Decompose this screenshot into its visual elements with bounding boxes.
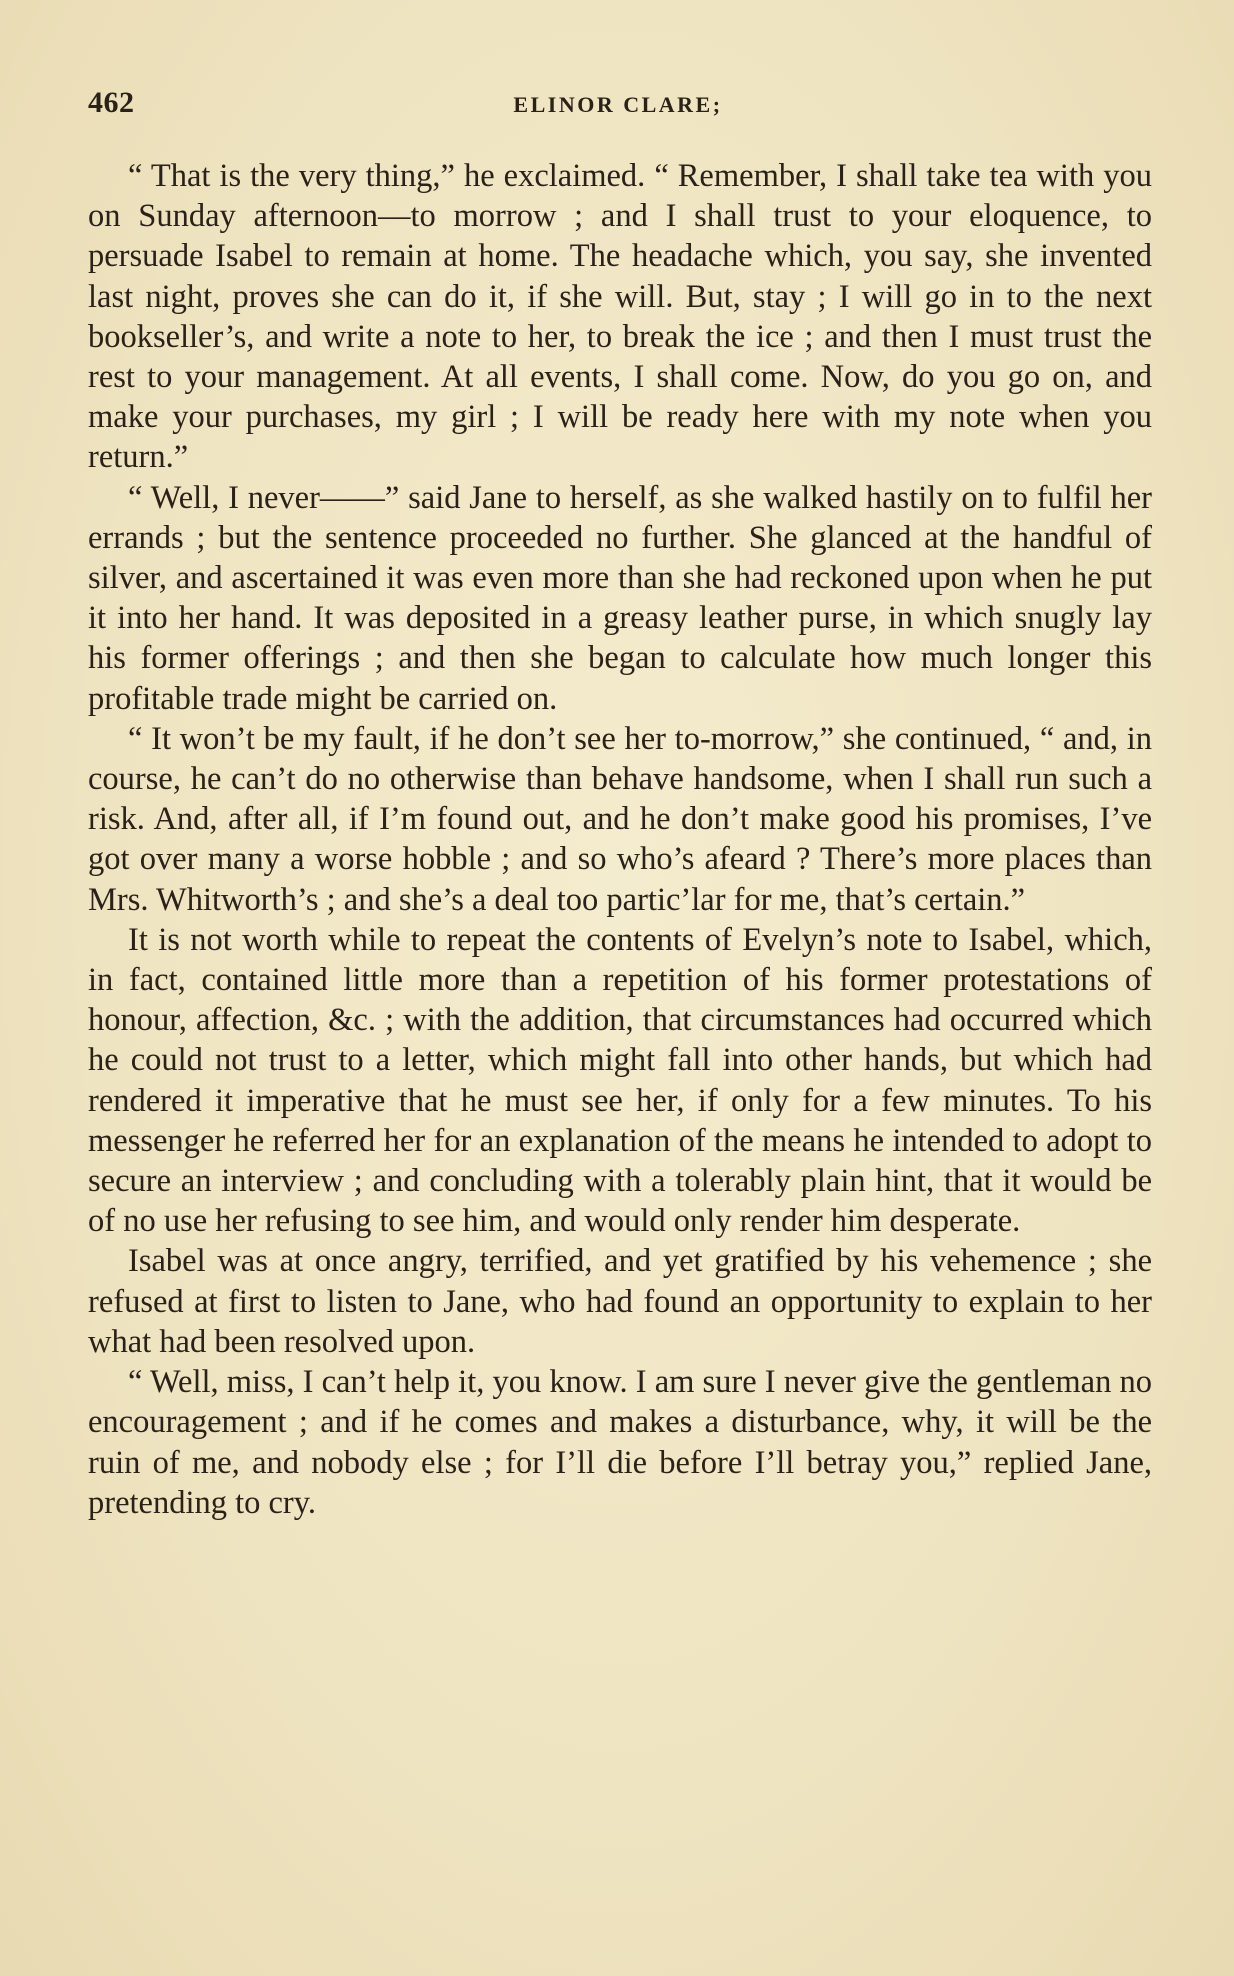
running-head: ELINOR CLARE; <box>513 92 723 117</box>
page-number: 462 <box>88 86 135 119</box>
paragraph: “ That is the very thing,” he exclaimed. “ Remember, I shall take tea with you on Sunday afternoon—to morrow ; and I shall trust to your eloquence, to persuade Isabel to remain at home. The headache which, you say, she invented last night, proves she can do it, if she will. But, stay ; I will go in to the next bookseller’s, and write a note to her, to break the ice ; and then I must trust the rest to your management. At all events, I shall come. Now, do you go on, and make your purchases, my girl ; I will be ready here with my note when you return.” <box>88 158 1152 476</box>
page-header <box>88 86 1148 126</box>
paragraph: “ Well, I never——” said Jane to herself, as she walked hastily on to fulfil her errands ; but the sentence proceeded no further. She glanced at the handful of silver, and ascertained it was even more than she had reckoned upon when he put it into her hand. It was deposited in a greasy leather purse, in which snugly lay his former offerings ; and then she began to calculate how much longer this profitable trade might be carried on. <box>88 479 1152 717</box>
paragraph: It is not worth while to repeat the contents of Evelyn’s note to Isabel, which, in fact, contained little more than a repetition of his former protestations of honour, affection, &c. ; with the addition, that circumstances had occurred which he could not trust to a letter, which might fall into other hands, but which had rendered it imperative that he must see her, if only for a few minutes. To his messenger he referred her for an explanation of the means he intended to adopt to secure an interview ; and concluding with a tolerably plain hint, that it would be of no use her refusing to see him, and would only render him desperate. <box>88 921 1152 1240</box>
body-text <box>88 156 1152 1523</box>
paragraph: “ It won’t be my fault, if he don’t see her to-morrow,” she continued, “ and, in course, he can’t do no otherwise than behave handsome, when I shall run such a risk. And, after all, if I’m found out, and he don’t make good his promises, I’ve got over many a worse hobble ; and so who’s afeard ? There’s more places than Mrs. Whitworth’s ; and she’s a deal too partic’lar for me, that’s certain.” <box>88 720 1152 918</box>
paragraph: Isabel was at once angry, terrified, and yet gratified by his vehemence ; she refused at first to listen to Jane, who had found an opportunity to explain to her what had been resolved upon. <box>88 1243 1152 1360</box>
paragraph: “ Well, miss, I can’t help it, you know. I am sure I never give the gentleman no encouragement ; and if he comes and makes a disturbance, why, it will be the ruin of me, and nobody else ; for I’ll die before I’ll betray you,” replied Jane, pretending to cry. <box>88 1364 1152 1521</box>
